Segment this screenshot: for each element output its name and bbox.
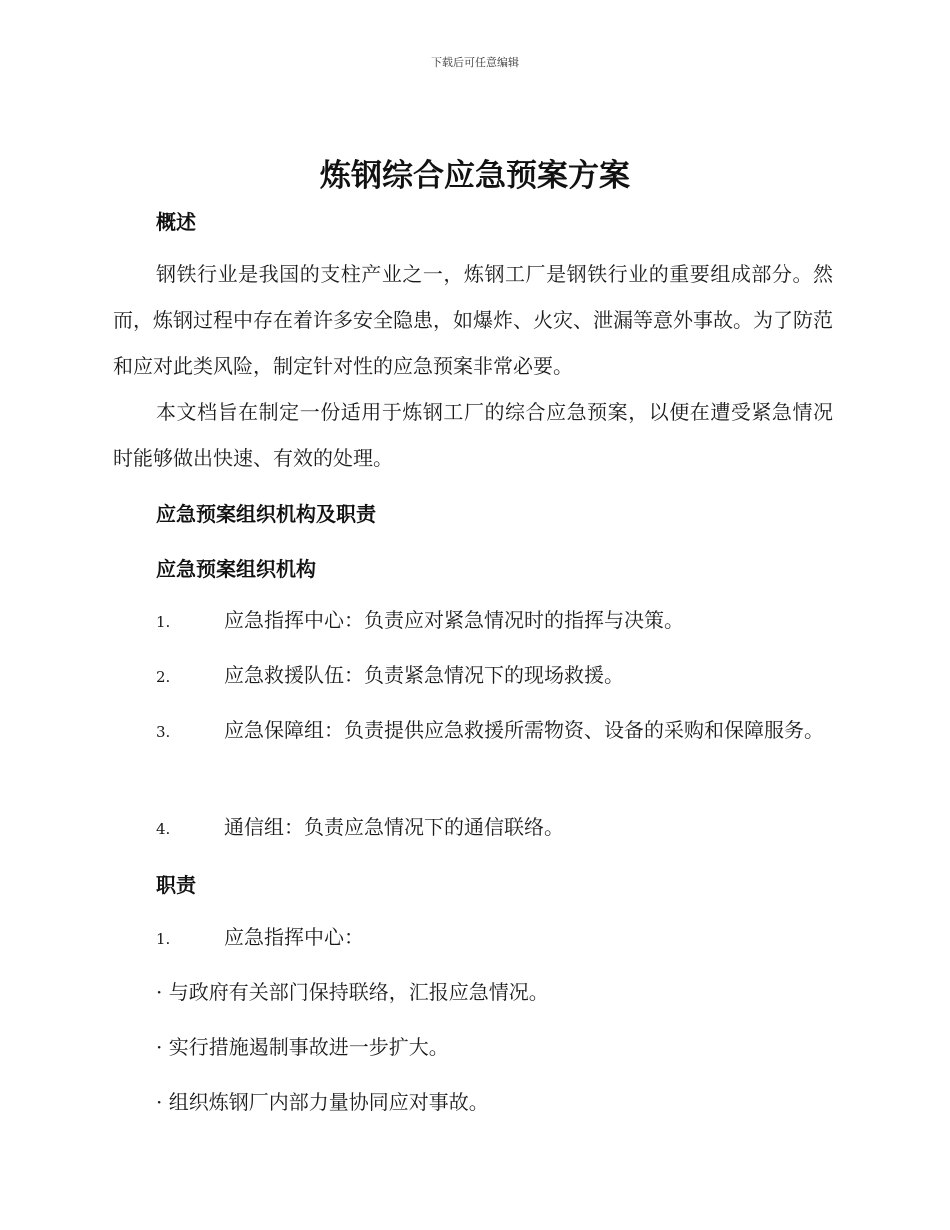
list-number: 2. [156,668,171,686]
document-title: 炼钢综合应急预案方案 [320,158,630,194]
list-number: 3. [156,723,171,741]
section-heading-organization: 应急预案组织机构及职责 [156,502,376,526]
section-heading-duties: 职责 [156,873,196,897]
list-item [113,707,833,755]
list-text: 应急指挥中心： [224,925,364,949]
list-item [113,652,833,700]
bullet-item: · 与政府有关部门保持联络，汇报应急情况。 [156,980,549,1004]
list-text: 应急救援队伍：负责紧急情况下的现场救援。 [224,663,624,687]
list-number: 1. [156,613,171,631]
overview-paragraph-1: 钢铁行业是我国的支柱产业之一，炼钢工厂是钢铁行业的重要组成部分。然而，炼钢过程中存在着许多安全隐患，如爆炸、火灾、泄漏等意外事故。为了防范和应对此类风险，制定针对性的应急预案非常必要。 [113,262,833,378]
list-text: 应急保障组：负责提供应急救援所需物资、设备的采购和保障服务。 [224,718,824,742]
list-item [113,914,833,962]
bullet-item: · 实行措施遏制事故进一步扩大。 [156,1035,449,1059]
list-text: 通信组：负责应急情况下的通信联络。 [224,815,564,839]
list-item [113,804,833,852]
list-item [113,597,833,645]
section-heading-overview: 概述 [156,210,196,234]
list-number: 1. [156,930,171,948]
bullet-item: · 组织炼钢厂内部力量协同应对事故。 [156,1090,489,1114]
list-number: 4. [156,820,171,838]
header-note: 下载后可任意编辑 [431,56,519,69]
overview-paragraph-2: 本文档旨在制定一份适用于炼钢工厂的综合应急预案，以便在遭受紧急情况时能够做出快速、有效的处理。 [113,400,833,470]
subsection-heading-organization-structure: 应急预案组织机构 [156,557,316,581]
list-text: 应急指挥中心：负责应对紧急情况时的指挥与决策。 [224,608,684,632]
